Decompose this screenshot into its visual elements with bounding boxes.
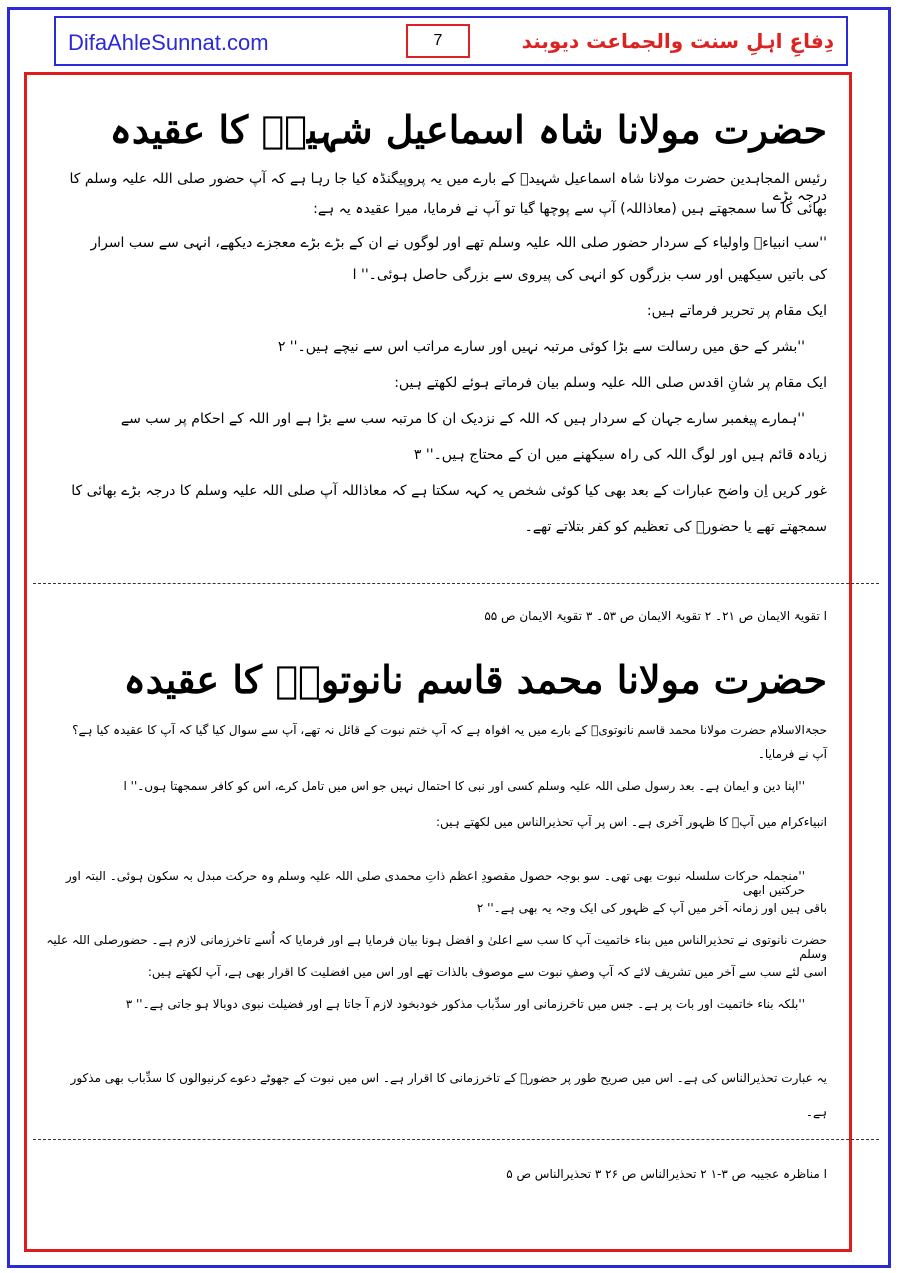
page-number: 7: [406, 24, 470, 58]
s2-para4-line1: یہ عبارت تحذیرالناس کی ہے۔ اس میں صریح طور پر حضورؐ کے تاخرزمانی کا اقرار ہے۔ اس میں نبوت کے جھوٹے دعوے کرنیوالوں کا سدِّباب بھی مذکور: [70, 1071, 827, 1085]
book-title: دِفاعِ اہلِ سنت والجماعت دیوبند: [521, 29, 834, 53]
s2-para3-line1: حضرت نانوتوی نے تحذیرالناس میں بناء خاتمیت آپ کا سب سے اعلیٰ و افضل ہونا بیان فرمایا ہے اور فرمایا کہ اُسے تاخرزمانی لازم ہے۔ حضورصلی اللہ علیہ وسلم: [46, 933, 827, 962]
s1-para1-line1: رئیس المجاہدین حضرت مولانا شاہ اسماعیل شہیدؒ کے بارے میں یہ پروپیگنڈہ کیا جا رہا ہے کہ آپ حضور صلی اللہ علیہ وسلم کا درجہ بڑے: [69, 171, 827, 204]
s2-quote2-line1: ''منجملہ حرکات سلسلہ نبوت بھی تھی۔ سو بوجہ حصول مقصودِ اعظم ذاتِ محمدی صلی اللہ علیہ وسلم وہ حرکت مبدل بہ سکون ہوئی۔ البتہ اور حرکتیں ابھی: [65, 869, 805, 898]
s1-quote1-line2: کی باتیں سیکھیں اور سب بزرگوں کو انہی کی پیروی سے بزرگی حاصل ہوئی۔'' ا: [352, 267, 827, 283]
s1-para1-line2: بھائی کا سا سمجھتے ہیں (معاذاللہ) آپ سے پوچھا گیا تو آپ نے فرمایا، میرا عقیدہ یہ ہے:: [313, 201, 827, 217]
s2-para1-line1: حجۃالاسلام حضرت مولانا محمد قاسم نانوتویؒ کے بارے میں یہ افواہ ہے کہ آپ ختم نبوت کے قائل نہ تھے، آپ سے سوال کیا گیا کہ آپ کا عقیدہ کیا ہے؟: [72, 723, 827, 737]
page-header: [54, 16, 848, 66]
section2-title: حضرت مولانا محمد قاسم نانوتویؒ کا عقیدہ: [123, 657, 827, 702]
s1-para2: ایک مقام پر تحریر فرماتے ہیں:: [646, 303, 827, 319]
divider: [33, 583, 879, 584]
s1-quote1-line1: ''سب انبیاءؑ واولیاء کے سردار حضور صلی اللہ علیہ وسلم تھے اور لوگوں نے ان کے بڑے بڑے معجزے دیکھے، انہی سے سب اسرار: [90, 235, 827, 251]
s2-para3-line2: اسی لئے سب سے آخر میں تشریف لائے کہ آپ وصفِ نبوت سے موصوف بالذات تھے اور اس میں افضلیت کا اقرار بھی ہے، آپ لکھتے ہیں:: [147, 965, 827, 979]
s2-quote3: ''بلکہ بناء خاتمیت اور بات پر ہے۔ جس میں تاخرزمانی اور سدِّباب مذکور خودبخود لازم آ جاتا ہے اور فضیلت نبوی دوبالا ہو جاتی ہے۔'' ۳: [125, 997, 805, 1011]
s1-para4-line1: غور کریں اِن واضح عبارات کے بعد بھی کیا کوئی شخص یہ کہہ سکتا ہے کہ معاذاللہ آپ صلی اللہ علیہ وسلم کا درجہ بڑے بھائی کا: [71, 483, 827, 499]
s1-para4-line2: سمجھتے تھے یا حضورؐ کی تعظیم کو کفر بتلاتے تھے۔: [524, 519, 827, 535]
section1-title: حضرت مولانا شاہ اسماعیل شہیدؒ کا عقیدہ: [109, 107, 827, 152]
s2-quote1: ''اپنا دین و ایمان ہے۔ بعد رسول صلی اللہ علیہ وسلم کسی اور نبی کا احتمال نہیں جو اس میں تامل کرے، اس کو کافر سمجھتا ہوں۔'' ا: [123, 779, 805, 793]
content-frame: [24, 72, 852, 1252]
s1-quote2: ''بشر کے حق میں رسالت سے بڑا کوئی مرتبہ نہیں اور سارے مراتب اس سے نیچے ہیں۔'' ۲: [277, 339, 805, 355]
s1-quote3-line1: ''ہمارے پیغمبر سارے جہان کے سردار ہیں کہ اللہ کے نزدیک ان کا مرتبہ سب سے بڑا ہے اور اللہ کے احکام پر سب سے: [120, 411, 805, 427]
s1-quote3-line2: زیادہ قائم ہیں اور لوگ اللہ کی راہ سیکھنے میں ان کے محتاج ہیں۔'' ۳: [413, 447, 827, 463]
s2-para4-line2: ہے۔: [805, 1105, 827, 1119]
s2-quote2-line2: باقی ہیں اور زمانہ آخر میں آپ کے ظہور کی ایک وجہ یہ بھی ہے۔'' ۲: [476, 901, 827, 915]
s2-para1-line2: آپ نے فرمایا۔: [757, 747, 827, 761]
s1-para3: ایک مقام پر شانِ اقدس صلی اللہ علیہ وسلم بیان فرماتے ہوئے لکھتے ہیں:: [394, 375, 827, 391]
s2-footnotes: ا مناظرہ عجیبہ ص ۳-۱ ۲ تحذیرالناس ص ۲۶ ۳ تحذیرالناس ص ۵: [506, 1167, 827, 1181]
s2-para2: انبیاءکرام میں آپؐ کا ظہور آخری ہے۔ اس پر آپ تحذیرالناس میں لکھتے ہیں:: [435, 815, 827, 829]
site-name[interactable]: DifaAhleSunnat.com: [68, 30, 269, 55]
divider: [33, 1139, 879, 1140]
s1-footnotes: ا تقویۃ الایمان ص ۲۱۔ ۲ تقویۃ الایمان ص ۵۳۔ ۳ تقویۃ الایمان ص ۵۵: [484, 609, 827, 623]
